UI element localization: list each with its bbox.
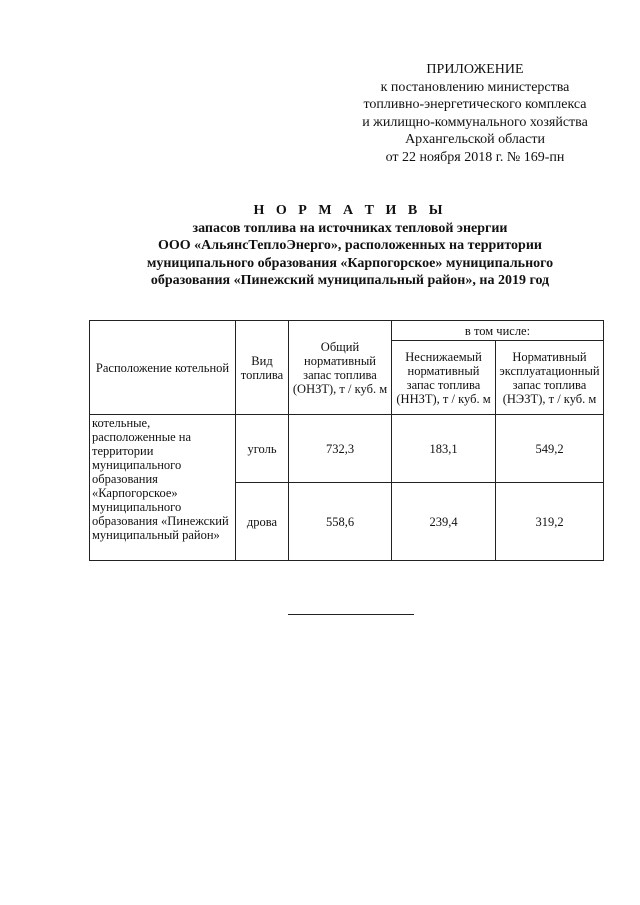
- cell-total: 732,3: [289, 415, 392, 483]
- appendix-line: топливно-энергетического комплекса: [363, 97, 587, 112]
- appendix-title: ПРИЛОЖЕНИЕ: [426, 62, 524, 77]
- header-location: Расположение котельной: [90, 321, 236, 415]
- appendix-date-line: от 22 ноября 2018 г. № 169-пн: [385, 149, 565, 165]
- appendix-block: [330, 61, 620, 166]
- document-title: Н О Р М А Т И В Ы: [253, 203, 447, 218]
- cell-total: 558,6: [289, 483, 392, 561]
- document-heading: [80, 202, 620, 290]
- closing-line: [288, 614, 414, 615]
- cell-nezt: 319,2: [496, 483, 604, 561]
- heading-line: ООО «АльянсТеплоЭнерго», расположенных на территории: [158, 238, 542, 253]
- cell-fuel: уголь: [236, 415, 289, 483]
- cell-nnzt: 239,4: [392, 483, 496, 561]
- appendix-line: и жилищно-коммунального хозяйства: [362, 114, 588, 130]
- table-header-row: [90, 321, 604, 341]
- cell-nnzt: 183,1: [392, 415, 496, 483]
- heading-line: запасов топлива на источниках тепловой энергии: [192, 220, 508, 236]
- header-nnzt: Неснижаемый нормативный запас топлива (ННЗТ), т / куб. м: [392, 341, 496, 415]
- heading-line: муниципального образования «Карпогорское» муниципального: [146, 255, 554, 271]
- header-fuel-type: Вид топлива: [236, 321, 289, 415]
- header-nezt: Нормативный эксплуатационный запас топлива (НЭЗТ), т / куб. м: [496, 341, 604, 415]
- header-including: в том числе:: [392, 321, 604, 341]
- norms-table: [89, 320, 604, 561]
- appendix-line: Архангельской области: [405, 132, 545, 147]
- cell-location: котельные, расположенные на территории муниципального образования «Карпогорское» муниципального образования «Пинежский муниципальный район»: [90, 415, 236, 561]
- heading-line: образования «Пинежский муниципальный район», на 2019 год: [150, 273, 550, 288]
- header-total-reserve: Общий нормативный запас топлива (ОНЗТ), т / куб. м: [289, 321, 392, 415]
- appendix-line: к постановлению министерства: [380, 79, 570, 95]
- cell-nezt: 549,2: [496, 415, 604, 483]
- cell-fuel: дрова: [236, 483, 289, 561]
- table-row: [90, 415, 604, 483]
